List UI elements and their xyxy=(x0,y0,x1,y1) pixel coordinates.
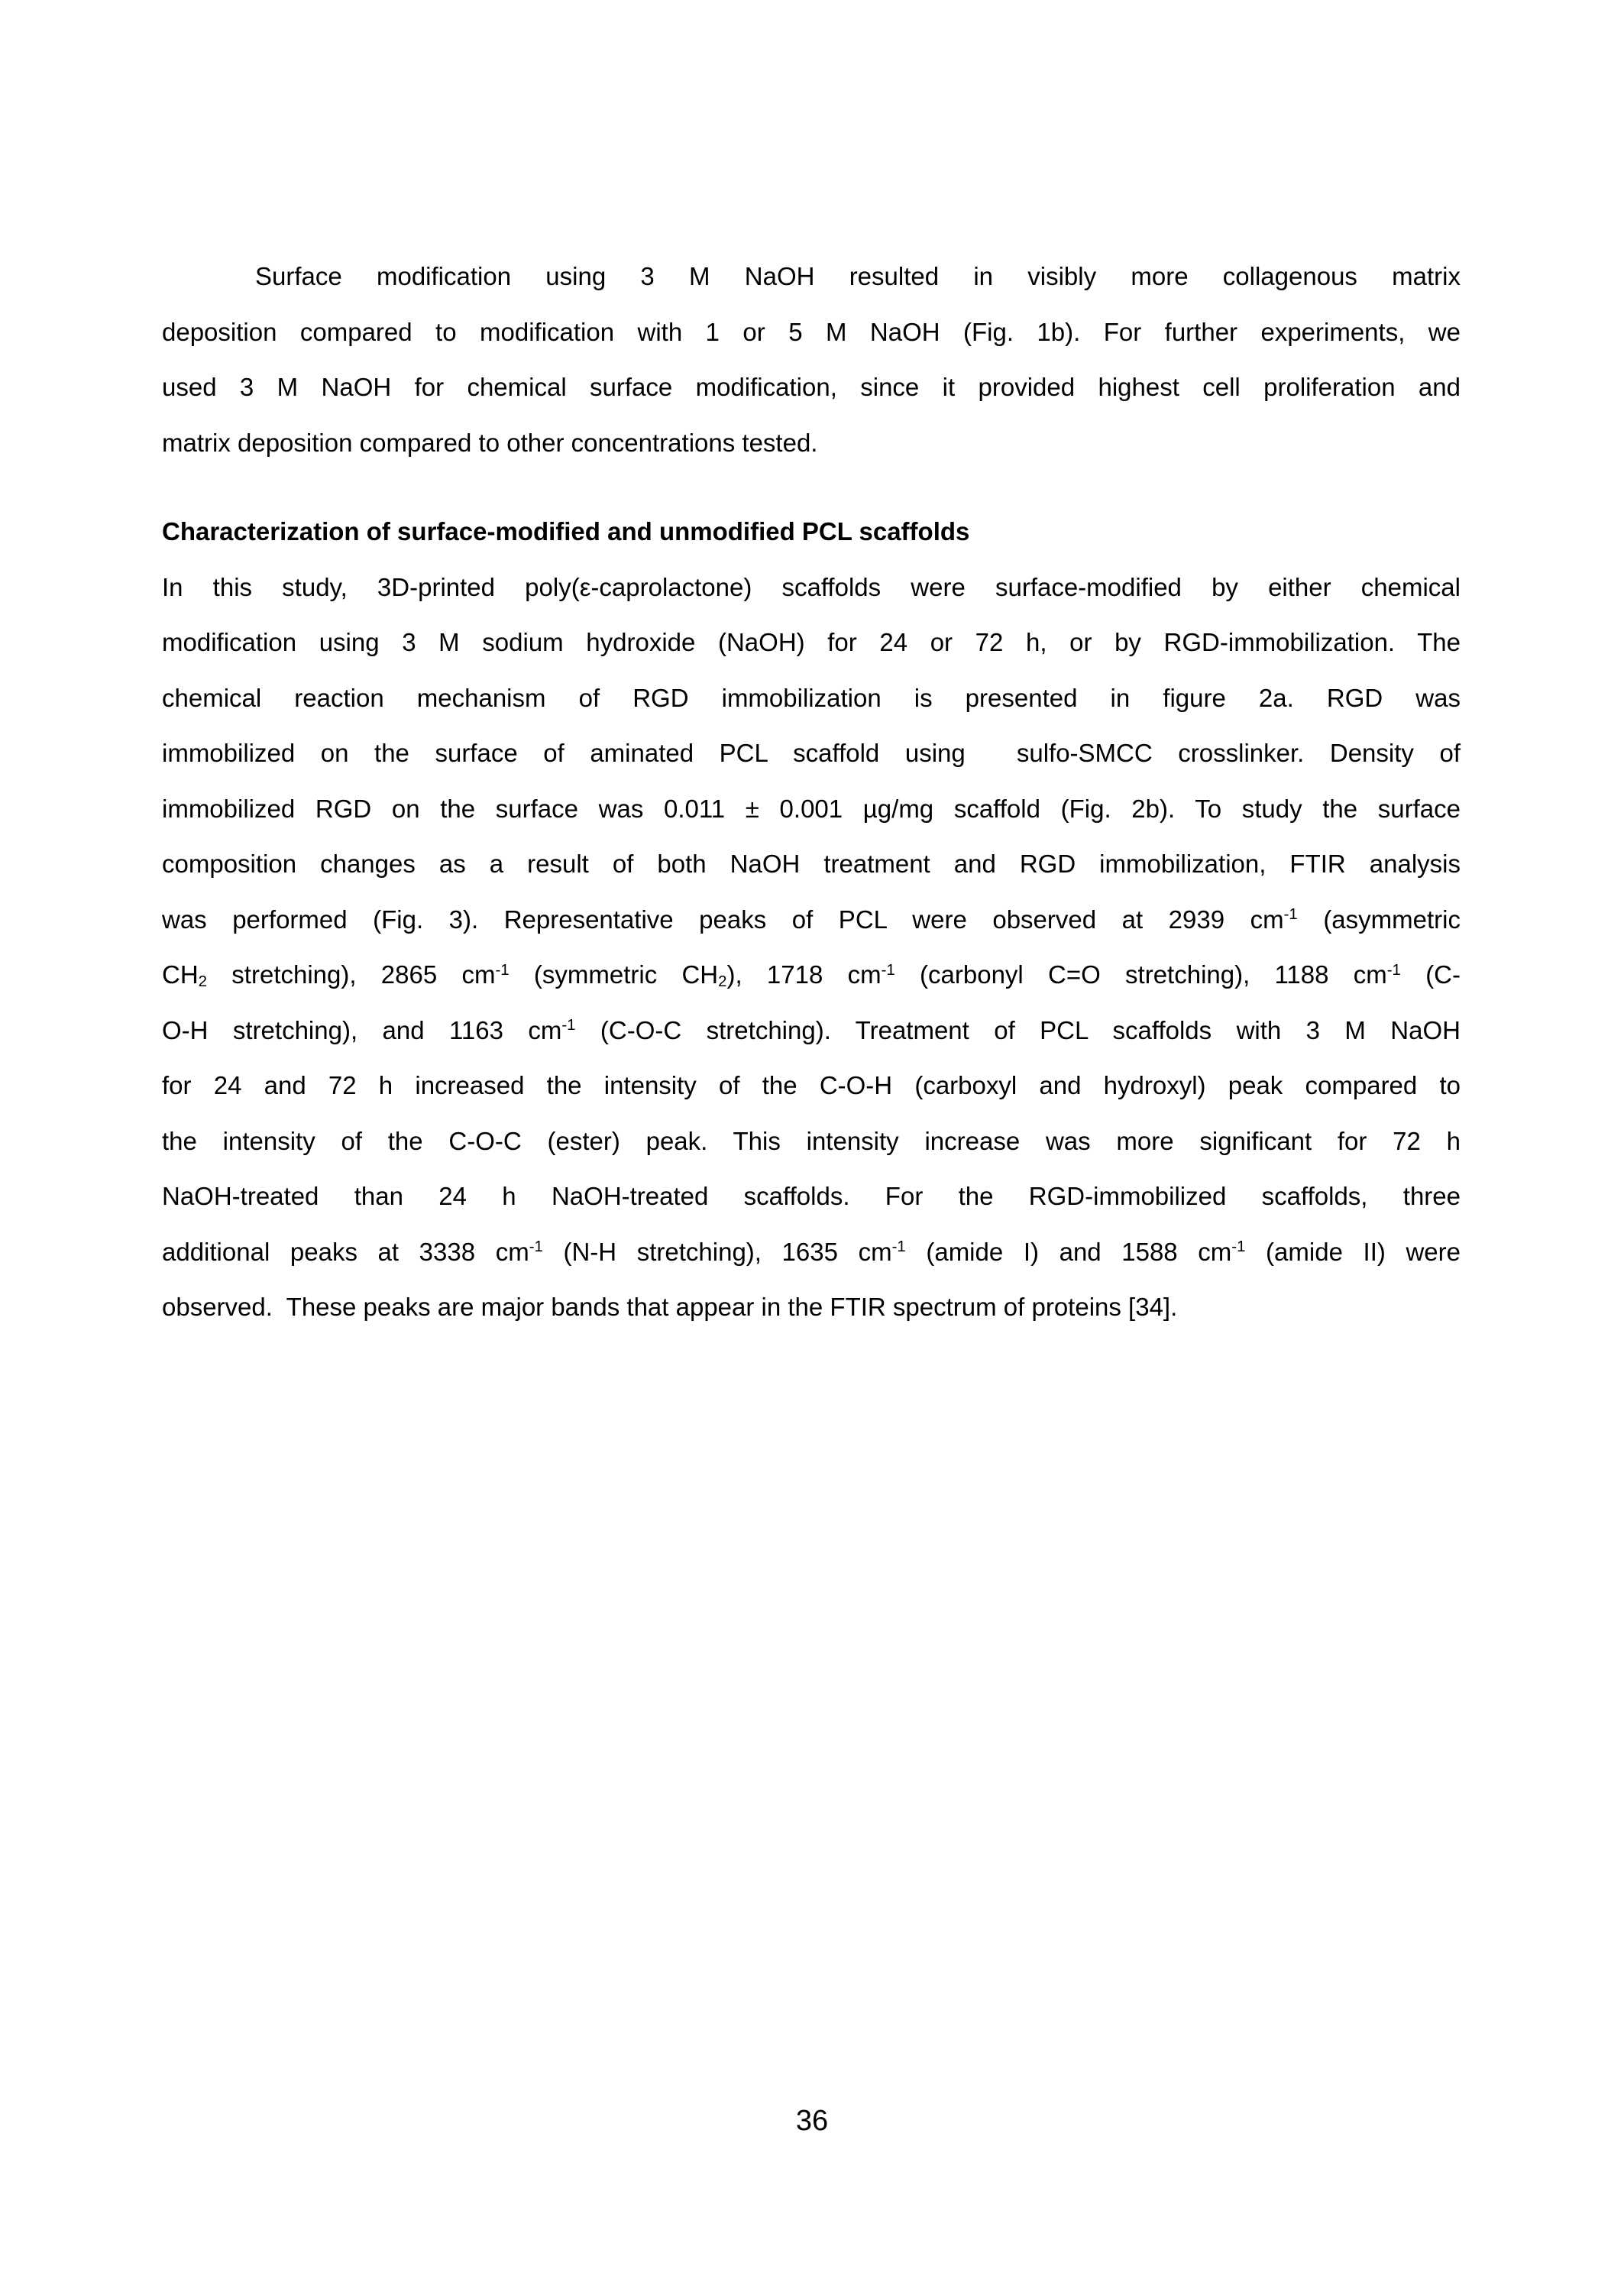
text-line: modification using 3 M sodium hydroxide (NaOH) for 24 or 72 h, or by RGD-immobilization. The xyxy=(162,628,1461,656)
page-body-text xyxy=(162,249,1461,1335)
section-heading: Characterization of surface-modified and unmodified PCL scaffolds xyxy=(162,517,970,545)
text-line: was performed (Fig. 3). Representative peaks of PCL were observed at 2939 $cm^{-1}$ (asymmetric xyxy=(162,905,1461,934)
text-line: for 24 and 72 h increased the intensity of the C-O-H (carboxyl and hydroxyl) peak compared to xyxy=(162,1071,1461,1099)
text-line: additional peaks at 3338 $cm^{-1}$ (N-H stretching), 1635 $cm^{-1}$ (amide I) and 1588 $cm^{-1}$ (amide II) were xyxy=(162,1237,1461,1266)
text-line: O-H stretching), and 1163 $cm^{-1}$ (C-O-C stretching). Treatment of PCL scaffolds with 3 M NaOH xyxy=(162,1015,1461,1044)
text-line: $CH_2$ stretching), 2865 $cm^{-1}$ (symmetric $CH_2$), 1718 $cm^{-1}$ (carbonyl C=O stretching), 1188 $cm^{-1}$ (C- xyxy=(162,960,1461,990)
text-line: deposition compared to modification with 1 or 5 M NaOH (Fig. 1b). For further experiments, we xyxy=(162,317,1461,346)
paragraph-characterization xyxy=(162,560,1461,1335)
paragraph-surface-modification xyxy=(162,249,1461,471)
text-line: observed. These peaks are major bands that appear in the FTIR spectrum of proteins [34]. xyxy=(162,1293,1178,1321)
text-line: In this study, 3D-printed poly(ε-caprolactone) scaffolds were surface-modified by either chemical xyxy=(162,572,1461,601)
text-line: Surface modification using 3 M NaOH resulted in visibly more collagenous matrix xyxy=(255,262,1461,290)
text-line: matrix deposition compared to other concentrations tested. xyxy=(162,428,818,457)
text-line: immobilized on the surface of aminated PCL scaffold using sulfo-SMCC crosslinker. Density of xyxy=(162,739,1461,767)
text-line: composition changes as a result of both NaOH treatment and RGD immobilization, FTIR analysis xyxy=(162,850,1461,878)
text-line: chemical reaction mechanism of RGD immobilization is presented in figure 2a. RGD was xyxy=(162,683,1461,712)
page-number: 36 xyxy=(795,2105,829,2137)
text-line: immobilized RGD on the surface was 0.011 ± 0.001 µg/mg scaffold (Fig. 2b). To study the surface xyxy=(162,794,1461,823)
text-line: the intensity of the C-O-C (ester) peak. This intensity increase was more significant for 72 h xyxy=(162,1126,1461,1155)
text-line: used 3 M NaOH for chemical surface modification, since it provided highest cell proliferation and xyxy=(162,373,1461,401)
text-line: NaOH-treated than 24 h NaOH-treated scaffolds. For the RGD-immobilized scaffolds, three xyxy=(162,1182,1461,1210)
